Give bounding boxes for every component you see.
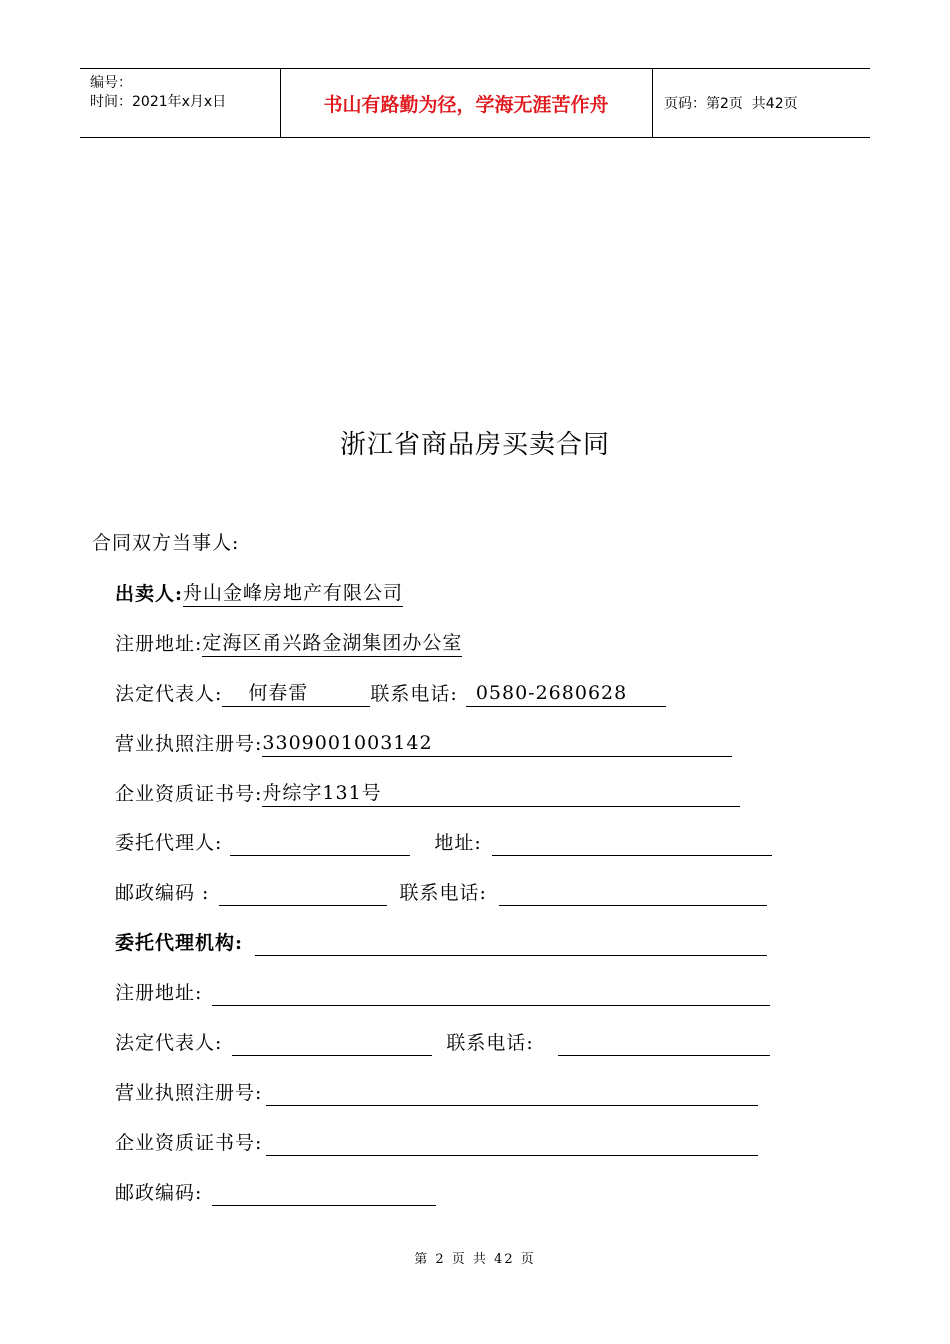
seller-value: 舟山金峰房地产有限公司 — [183, 580, 403, 607]
seller-agent-row — [115, 830, 772, 856]
agency-license-field[interactable] — [266, 1081, 758, 1106]
seller-rep-value: 何春雷 — [222, 680, 370, 707]
agency-field[interactable] — [255, 931, 767, 956]
page-footer: 第 2 页 共 42 页 — [414, 1252, 536, 1267]
agency-cert-row — [115, 1130, 758, 1156]
agency-label: 委托代理机构: — [115, 932, 244, 954]
seller-postcode-field[interactable] — [219, 881, 387, 906]
seller-agent-phone-label: 联系电话: — [399, 882, 487, 904]
agency-phone-field[interactable] — [558, 1031, 770, 1056]
agency-phone-label: 联系电话: — [446, 1032, 534, 1054]
seller-agent-label: 委托代理人: — [115, 832, 223, 854]
agency-row — [115, 930, 767, 956]
seller-cert-row — [115, 780, 740, 807]
seller-address-row — [115, 630, 462, 657]
seller-agent-field[interactable] — [230, 831, 410, 856]
seller-agent-phone-field[interactable] — [499, 881, 767, 906]
seller-label: 出卖人: — [115, 583, 184, 605]
agency-address-field[interactable] — [212, 981, 770, 1006]
header-page-info — [654, 69, 870, 137]
seller-postcode-row — [115, 880, 767, 906]
seller-phone-label: 联系电话: — [370, 683, 458, 705]
seller-cert-value: 舟综字131号 — [262, 780, 740, 807]
header-meta — [80, 69, 281, 137]
agency-rep-label: 法定代表人: — [115, 1032, 223, 1054]
seller-agent-address-label: 地址: — [434, 832, 482, 854]
serial-label: 编号： — [90, 75, 132, 91]
seller-license-row — [115, 730, 732, 757]
agency-rep-field[interactable] — [232, 1031, 432, 1056]
document-title: 浙江省商品房买卖合同 — [339, 430, 610, 460]
time-label: 时间：2021年x月x日 — [90, 94, 227, 110]
agency-license-row — [115, 1080, 758, 1106]
seller-address-label: 注册地址: — [115, 633, 203, 655]
agency-postcode-row — [115, 1180, 436, 1206]
seller-license-label: 营业执照注册号: — [115, 733, 263, 755]
header-motto: 书山有路勤为径，学海无涯苦作舟 — [280, 69, 653, 137]
agency-license-label: 营业执照注册号: — [115, 1082, 263, 1104]
agency-address-row — [115, 980, 770, 1006]
seller-phone-value: 0580-2680628 — [466, 680, 666, 707]
agency-cert-label: 企业资质证书号: — [115, 1132, 263, 1154]
seller-row — [115, 580, 403, 607]
seller-address-value: 定海区甬兴路金湖集团办公室 — [202, 630, 462, 657]
seller-agent-address-field[interactable] — [492, 831, 772, 856]
seller-license-value: 3309001003142 — [262, 730, 732, 757]
seller-rep-row — [115, 680, 666, 707]
agency-cert-field[interactable] — [266, 1131, 758, 1156]
page-header — [80, 68, 870, 138]
seller-cert-label: 企业资质证书号: — [115, 783, 263, 805]
agency-postcode-field[interactable] — [212, 1181, 436, 1206]
page-info-text: 页码：第2页 共42页 — [664, 96, 798, 112]
agency-rep-row — [115, 1030, 770, 1056]
seller-rep-label: 法定代表人: — [115, 683, 223, 705]
agency-postcode-label: 邮政编码: — [115, 1182, 203, 1204]
seller-postcode-label: 邮政编码 : — [115, 882, 210, 904]
agency-address-label: 注册地址: — [115, 982, 203, 1004]
parties-label: 合同双方当事人: — [92, 532, 240, 554]
